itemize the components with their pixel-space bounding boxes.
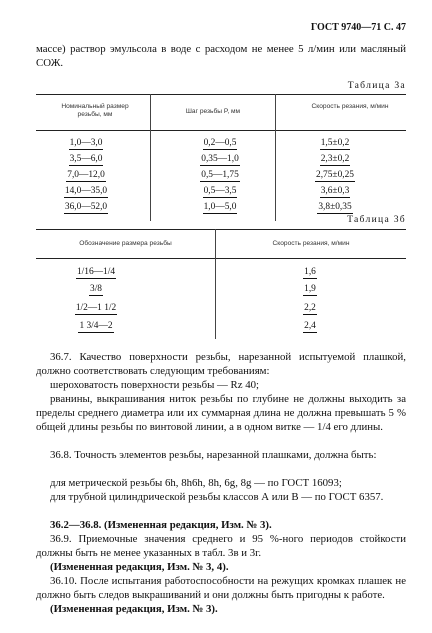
table-cell: 1,9 <box>304 284 316 294</box>
table-cell: 1,6 <box>304 267 316 277</box>
paragraph-36-10: 36.10. После испытания работоспособности на режущих кромках плашек не должно быть следов выкрашиваний и они должны быть пригодны к работе. <box>36 575 406 601</box>
page-header: ГОСТ 9740—71 С. 47 <box>310 22 406 33</box>
table-3b-caption: Таблица 3б <box>347 214 406 225</box>
table-row: 1 3/4—2 <box>79 321 113 331</box>
table-cell: 0,5—3,5 <box>203 186 237 196</box>
table-cell: 2,4 <box>304 321 316 331</box>
table-3a-header-size: Номинальный размер резьбы, мм <box>61 103 129 118</box>
paragraph-36-9: 36.9. Приемочные значения среднего и 95 %-ного периодов стойкости должны быть не менее указанных в табл. 3в и 3г. <box>36 533 406 559</box>
table-cell: 0,5—1,75 <box>201 170 239 180</box>
revision-note-1: 36.2—36.8. (Измененная редакция, Изм. № 3). <box>50 519 272 531</box>
intro-paragraph: массе) раствор эмульсола в воде с расходом не менее 5 л/мин или масляный СОЖ. <box>36 43 406 69</box>
table-row: 3/8 <box>90 284 102 294</box>
table-row: 1,0—3,0 <box>69 138 103 148</box>
table-3a-header-pitch: Шаг резьбы P, мм <box>185 108 241 115</box>
paragraph-36-8: 36.8. Точность элементов резьбы, нарезанной плашками, должна быть: <box>50 449 377 461</box>
table-row: 1/2—1 1/2 <box>75 303 117 313</box>
pipe-thread-tolerance: для трубной цилиндрической резьбы классов А или В — по ГОСТ 6357. <box>50 491 384 503</box>
requirement-roughness: шероховатость поверхности резьбы — Rz 40; <box>50 379 260 391</box>
table-row: 1/16—1/4 <box>76 267 116 277</box>
table-cell: 1,5±0,2 <box>320 138 350 148</box>
table-3b-header-size: Обозначение размера резьбы <box>79 240 172 247</box>
table-cell: 2,75±0,25 <box>316 170 354 180</box>
requirement-tears: рванины, выкрашивания ниток резьбы по глубине не должны выходить за пределы среднего диаметра или их суммарная длина не должна превышать 5 % общей длины резьбы по винтовой линии, а в одном витке — 1/4 его длины. <box>36 393 406 433</box>
table-row: 14,0—35,0 <box>64 186 108 196</box>
table-cell: 3,8±0,35 <box>318 202 352 212</box>
table-cell: 0,35—1,0 <box>201 154 239 164</box>
table-cell: 2,2 <box>304 303 316 313</box>
table-3b-header-speed: Скорость резания, м/мин <box>272 240 350 247</box>
table-row: 3,5—6,0 <box>69 154 103 164</box>
revision-note-2: (Измененная редакция, Изм. № 3, 4). <box>50 561 229 573</box>
table-cell: 0,2—0,5 <box>203 138 237 148</box>
paragraph-36-7: 36.7. Качество поверхности резьбы, нарезанной испытуемой плашкой, должно соответствовать следующим требованиям: <box>36 351 406 377</box>
metric-thread-tolerance: для метрической резьбы 6h, 8h6h, 8h, 6g, 8g — по ГОСТ 16093; <box>50 477 342 489</box>
table-cell: 2,3±0,2 <box>320 154 350 164</box>
table-3a-header-speed: Скорость резания, м/мин <box>311 103 389 110</box>
table-row: 36,0—52,0 <box>64 202 108 212</box>
revision-note-3: (Измененная редакция, Изм. № 3). <box>50 603 218 615</box>
table-cell: 3,6±0,3 <box>320 186 350 196</box>
table-row: 7,0—12,0 <box>67 170 105 180</box>
table-cell: 1,0—5,0 <box>203 202 237 212</box>
table-3a-caption: Таблица 3а <box>347 80 406 91</box>
